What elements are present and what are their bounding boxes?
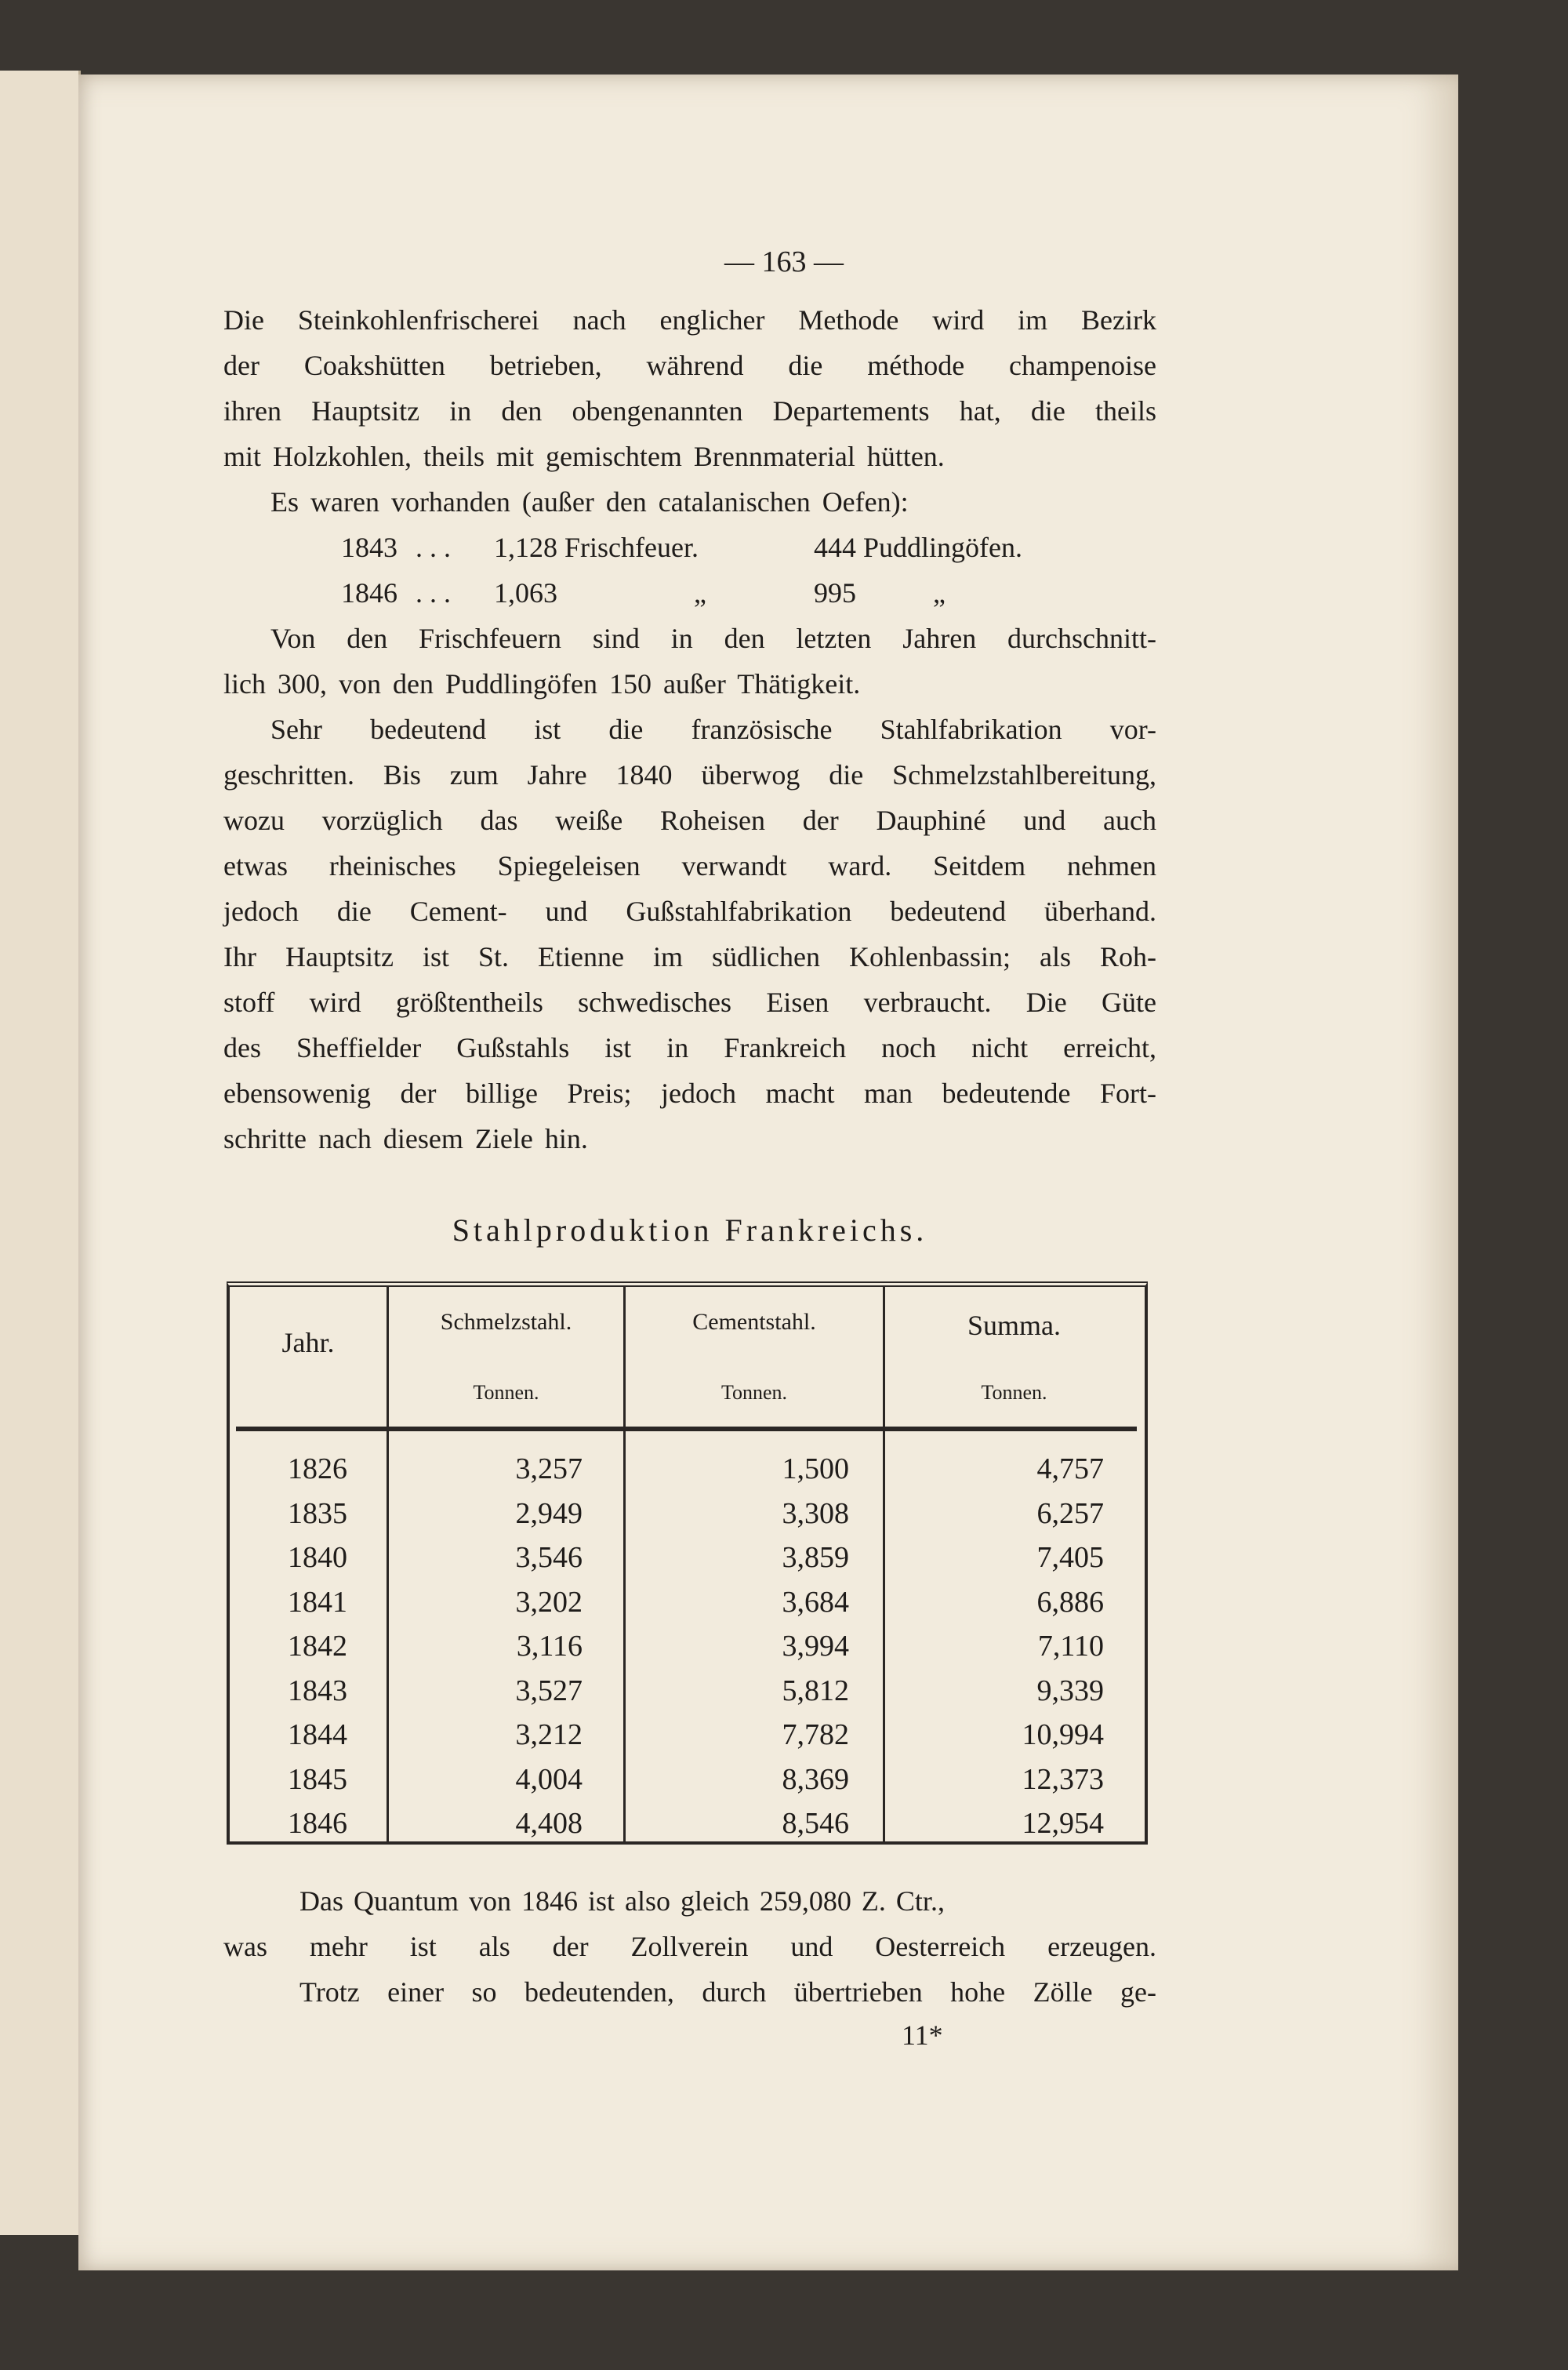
text-line: des Sheffielder Gußstahls ist in Frankreich noch nicht erreicht, [223,1032,1156,1063]
value-cell: 3,546 [515,1541,583,1574]
column-divider [623,1287,626,1841]
column-header: Summa. [967,1310,1061,1341]
header-divider [236,1427,1137,1431]
year-cell: 1835 [288,1496,347,1530]
year-cell: 1845 [288,1762,347,1796]
frischfeuer-count: 1,063 [494,577,557,609]
puddling-count: 444 Puddlingöfen. [814,532,1022,563]
puddling-count: 995 [814,577,856,609]
year-cell: 1842 [288,1630,347,1663]
value-cell: 4,408 [515,1807,583,1840]
text-line: lich 300, von den Puddlingöfen 150 außer Thätigkeit. [223,668,861,700]
steel-production-table [227,1281,1148,1845]
year-cell: 1840 [288,1541,347,1574]
text-line: mit Holzkohlen, theils mit gemischtem Brennmaterial hütten. [223,441,945,472]
year-cell: 1846 [288,1807,347,1840]
value-cell: 5,812 [782,1674,849,1707]
column-header: Cementstahl. [692,1309,816,1335]
text-line: schritte nach diesem Ziele hin. [223,1123,588,1154]
value-cell: 3,684 [782,1585,849,1619]
text-line: jedoch die Cement- und Gußstahlfabrikation bedeutend überhand. [223,896,1156,927]
frischfeuer-count: 1,128 Frischfeuer. [494,532,699,563]
text-line: etwas rheinisches Spiegeleisen verwandt ward. Seitdem nehmen [223,850,1156,881]
value-cell: 7,110 [1037,1630,1104,1663]
column-header: Jahr. [281,1327,335,1358]
year: 1843 [341,532,397,563]
column-divider [883,1287,885,1841]
value-cell: 4,004 [515,1762,583,1796]
value-cell: 3,994 [782,1630,849,1663]
facing-page-edge [0,71,81,2235]
column-divider [387,1287,389,1841]
text-line: Die Steinkohlenfrischerei nach englicher Methode wird im Bezirk [223,304,1156,336]
value-cell: 8,546 [782,1807,849,1840]
column-unit: Tonnen. [720,1381,788,1404]
value-cell: 12,954 [1022,1807,1104,1840]
value-cell: 6,257 [1036,1496,1104,1530]
value-cell: 1,500 [782,1452,849,1485]
text-line: wozu vorzüglich das weiße Roheisen der Dauphiné und auch [223,805,1156,836]
value-cell: 10,994 [1022,1718,1104,1751]
text-line: stoff wird größtentheils schwedisches Eisen verbraucht. Die Güte [223,987,1156,1018]
ditto-mark: „ [694,577,706,609]
year-cell: 1843 [288,1674,347,1707]
value-cell: 8,369 [782,1762,849,1796]
text-line: was mehr ist als der Zollverein und Oesterreich erzeugen. [223,1931,1156,1962]
signature-mark: 11* [902,2019,943,2051]
text-line: ebensowenig der billige Preis; jedoch macht man bedeutende Fort- [223,1078,1156,1109]
value-cell: 3,527 [515,1674,583,1707]
value-cell: 3,308 [782,1496,849,1530]
year-cell: 1841 [288,1585,347,1619]
year: 1846 [341,577,397,609]
column-header: Schmelzstahl. [440,1309,572,1335]
text-line: Von den Frischfeuern sind in den letzten Jahren durchschnitt- [270,623,1156,654]
value-cell: 3,212 [515,1718,583,1751]
text-line: Trotz einer so bedeutenden, durch übertrieben hohe Zölle ge- [299,1976,1156,2008]
column-unit: Tonnen. [473,1381,539,1404]
text-line: Es waren vorhanden (außer den catalanischen Oefen): [270,486,909,518]
value-cell: 3,202 [515,1585,583,1619]
value-cell: 7,782 [782,1718,849,1751]
year-cell: 1844 [288,1718,347,1751]
column-unit: Tonnen. [981,1381,1047,1404]
dots: . . . [416,532,451,563]
value-cell: 3,859 [782,1541,849,1574]
value-cell: 6,886 [1036,1585,1104,1619]
page-number: — 163 — [724,245,844,278]
value-cell: 3,257 [515,1452,583,1485]
value-cell: 4,757 [1036,1452,1104,1485]
value-cell: 9,339 [1036,1674,1104,1707]
dots: . . . [416,577,451,609]
value-cell: 2,949 [515,1496,583,1530]
text-line: geschritten. Bis zum Jahre 1840 überwog die Schmelzstahlbereitung, [223,759,1156,791]
text-line: Ihr Hauptsitz ist St. Etienne im südlichen Kohlenbassin; als Roh- [223,941,1156,972]
value-cell: 3,116 [516,1630,583,1663]
text-line: Sehr bedeutend ist die französische Stahlfabrikation vor- [270,714,1156,745]
value-cell: 12,373 [1022,1762,1104,1796]
text-line: Das Quantum von 1846 ist also gleich 259,080 Z. Ctr., [299,1885,945,1917]
ditto-mark: „ [933,577,946,609]
text-line: der Coakshütten betrieben, während die méthode champenoise [223,350,1156,381]
text-line: ihren Hauptsitz in den obengenannten Departements hat, die theils [223,395,1156,427]
table-title: Stahlproduktion Frankreichs. [452,1212,928,1248]
value-cell: 7,405 [1036,1541,1104,1574]
year-cell: 1826 [288,1452,347,1485]
